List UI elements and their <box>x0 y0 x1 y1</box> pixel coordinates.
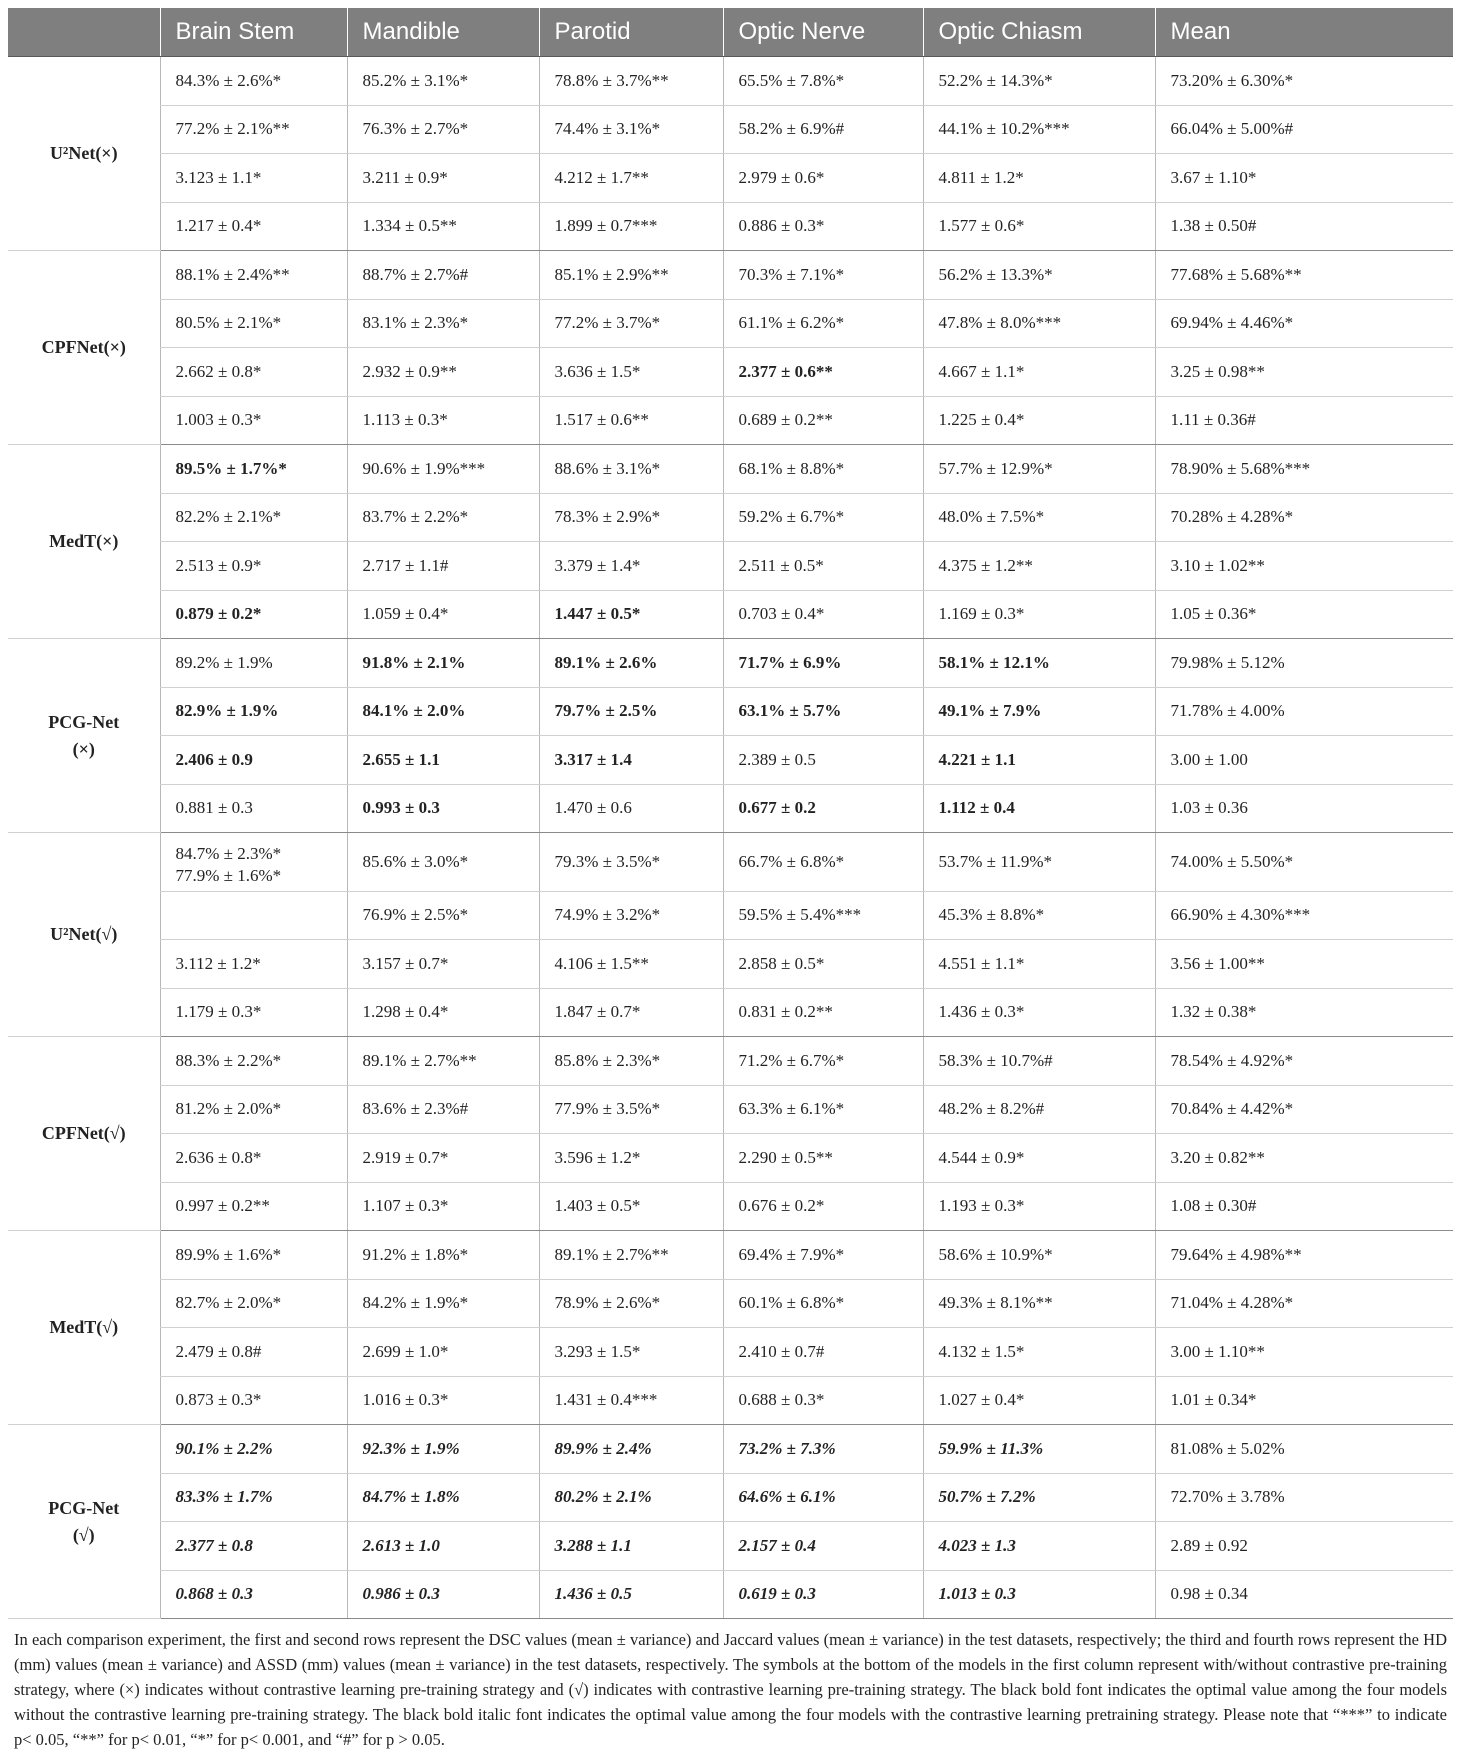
table-cell: 1.05 ± 0.36* <box>1155 590 1453 639</box>
table-cell: 82.2% ± 2.1%* <box>160 493 347 542</box>
table-cell: 89.5% ± 1.7%* <box>160 445 347 494</box>
table-cell: 4.811 ± 1.2* <box>923 154 1155 203</box>
table-cell: 1.334 ± 0.5** <box>347 202 539 251</box>
table-cell: 65.5% ± 7.8%* <box>723 57 923 106</box>
table-cell: 56.2% ± 13.3%* <box>923 251 1155 300</box>
table-cell: 4.221 ± 1.1 <box>923 736 1155 785</box>
table-cell: 70.28% ± 4.28%* <box>1155 493 1453 542</box>
table-cell: 88.7% ± 2.7%# <box>347 251 539 300</box>
table-cell: 3.157 ± 0.7* <box>347 940 539 989</box>
table-cell: 80.2% ± 2.1% <box>539 1473 723 1522</box>
table-cell: 4.106 ± 1.5** <box>539 940 723 989</box>
table-cell: 1.431 ± 0.4*** <box>539 1376 723 1425</box>
table-cell: 78.54% ± 4.92%* <box>1155 1037 1453 1086</box>
table-cell: 53.7% ± 11.9%* <box>923 833 1155 892</box>
table-cell: 3.67 ± 1.10* <box>1155 154 1453 203</box>
model-name-cell: CPFNet(×) <box>8 251 160 445</box>
table-cell: 71.78% ± 4.00% <box>1155 687 1453 736</box>
table-cell: 73.20% ± 6.30%* <box>1155 57 1453 106</box>
table-cell: 58.1% ± 12.1% <box>923 639 1155 688</box>
header-cell-model <box>8 8 160 57</box>
table-cell: 3.123 ± 1.1* <box>160 154 347 203</box>
table-cell: 50.7% ± 7.2% <box>923 1473 1155 1522</box>
table-row <box>8 251 1453 300</box>
table-row <box>8 639 1453 688</box>
table-cell: 1.107 ± 0.3* <box>347 1182 539 1231</box>
table-cell: 3.379 ± 1.4* <box>539 542 723 591</box>
table-cell: 0.879 ± 0.2* <box>160 590 347 639</box>
table-cell: 90.1% ± 2.2% <box>160 1425 347 1474</box>
table-cell: 3.636 ± 1.5* <box>539 348 723 397</box>
table-cell: 3.596 ± 1.2* <box>539 1134 723 1183</box>
table-cell: 81.2% ± 2.0%* <box>160 1085 347 1134</box>
table-cell: 89.1% ± 2.7%** <box>539 1231 723 1280</box>
table-cell: 2.157 ± 0.4 <box>723 1522 923 1571</box>
table-row <box>8 1182 1453 1231</box>
table-cell: 70.84% ± 4.42%* <box>1155 1085 1453 1134</box>
table-cell: 47.8% ± 8.0%*** <box>923 299 1155 348</box>
table-cell: 83.3% ± 1.7% <box>160 1473 347 1522</box>
table-row <box>8 299 1453 348</box>
table-cell: 84.1% ± 2.0% <box>347 687 539 736</box>
table-cell: 2.919 ± 0.7* <box>347 1134 539 1183</box>
table-cell: 1.027 ± 0.4* <box>923 1376 1155 1425</box>
model-name-cell: PCG-Net (√) <box>8 1425 160 1619</box>
table-row <box>8 1231 1453 1280</box>
table-cell: 59.9% ± 11.3% <box>923 1425 1155 1474</box>
table-cell: 58.2% ± 6.9%# <box>723 105 923 154</box>
table-cell: 2.662 ± 0.8* <box>160 348 347 397</box>
table-cell: 2.406 ± 0.9 <box>160 736 347 785</box>
table-cell: 84.3% ± 2.6%* <box>160 57 347 106</box>
table-cell: 4.023 ± 1.3 <box>923 1522 1155 1571</box>
table-cell: 89.9% ± 1.6%* <box>160 1231 347 1280</box>
table-row <box>8 940 1453 989</box>
table-cell: 3.10 ± 1.02** <box>1155 542 1453 591</box>
header-cell-optic-chiasm: Optic Chiasm <box>923 8 1155 57</box>
table-cell: 1.470 ± 0.6 <box>539 784 723 833</box>
table-cell: 78.90% ± 5.68%*** <box>1155 445 1453 494</box>
table-cell: 66.90% ± 4.30%*** <box>1155 891 1453 940</box>
table-cell: 0.676 ± 0.2* <box>723 1182 923 1231</box>
table-cell: 77.68% ± 5.68%** <box>1155 251 1453 300</box>
table-cell: 2.389 ± 0.5 <box>723 736 923 785</box>
table-cell: 2.511 ± 0.5* <box>723 542 923 591</box>
table-cell: 1.847 ± 0.7* <box>539 988 723 1037</box>
table-cell: 49.1% ± 7.9% <box>923 687 1155 736</box>
table-row <box>8 1328 1453 1377</box>
table-cell: 1.11 ± 0.36# <box>1155 396 1453 445</box>
results-table-container <box>8 8 1453 1752</box>
table-cell: 1.899 ± 0.7*** <box>539 202 723 251</box>
table-cell: 1.436 ± 0.5 <box>539 1570 723 1619</box>
table-cell: 2.636 ± 0.8* <box>160 1134 347 1183</box>
table-row <box>8 1570 1453 1619</box>
table-cell: 1.298 ± 0.4* <box>347 988 539 1037</box>
table-cell: 59.2% ± 6.7%* <box>723 493 923 542</box>
table-cell: 1.517 ± 0.6** <box>539 396 723 445</box>
table-row <box>8 1473 1453 1522</box>
table-cell: 74.4% ± 3.1%* <box>539 105 723 154</box>
table-cell: 70.3% ± 7.1%* <box>723 251 923 300</box>
table-cell: 4.544 ± 0.9* <box>923 1134 1155 1183</box>
table-row <box>8 57 1453 106</box>
table-cell: 66.04% ± 5.00%# <box>1155 105 1453 154</box>
table-cell: 91.8% ± 2.1% <box>347 639 539 688</box>
table-cell: 0.677 ± 0.2 <box>723 784 923 833</box>
table-row <box>8 1085 1453 1134</box>
table-row <box>8 105 1453 154</box>
table-cell: 73.2% ± 7.3% <box>723 1425 923 1474</box>
table-cell: 1.112 ± 0.4 <box>923 784 1155 833</box>
table-cell: 82.7% ± 2.0%* <box>160 1279 347 1328</box>
table-row <box>8 833 1453 892</box>
table-cell: 85.1% ± 2.9%** <box>539 251 723 300</box>
table-cell: 2.377 ± 0.6** <box>723 348 923 397</box>
model-name-cell: PCG-Net (×) <box>8 639 160 833</box>
table-cell: 92.3% ± 1.9% <box>347 1425 539 1474</box>
table-cell: 3.317 ± 1.4 <box>539 736 723 785</box>
table-cell: 58.6% ± 10.9%* <box>923 1231 1155 1280</box>
table-cell: 0.703 ± 0.4* <box>723 590 923 639</box>
table-row <box>8 1279 1453 1328</box>
table-cell: 72.70% ± 3.78% <box>1155 1473 1453 1522</box>
model-name-cell: MedT(×) <box>8 445 160 639</box>
table-cell: 1.38 ± 0.50# <box>1155 202 1453 251</box>
table-row <box>8 445 1453 494</box>
table-cell: 2.858 ± 0.5* <box>723 940 923 989</box>
table-cell: 68.1% ± 8.8%* <box>723 445 923 494</box>
table-cell: 2.479 ± 0.8# <box>160 1328 347 1377</box>
table-cell: 1.013 ± 0.3 <box>923 1570 1155 1619</box>
table-cell: 83.7% ± 2.2%* <box>347 493 539 542</box>
table-cell: 1.447 ± 0.5* <box>539 590 723 639</box>
table-cell: 64.6% ± 6.1% <box>723 1473 923 1522</box>
table-row <box>8 1522 1453 1571</box>
table-cell: 49.3% ± 8.1%** <box>923 1279 1155 1328</box>
header-row <box>8 8 1453 57</box>
table-cell: 3.288 ± 1.1 <box>539 1522 723 1571</box>
table-cell: 1.03 ± 0.36 <box>1155 784 1453 833</box>
table-cell: 0.993 ± 0.3 <box>347 784 539 833</box>
table-cell: 1.179 ± 0.3* <box>160 988 347 1037</box>
table-cell: 82.9% ± 1.9% <box>160 687 347 736</box>
table-cell: 83.1% ± 2.3%* <box>347 299 539 348</box>
table-cell: 0.868 ± 0.3 <box>160 1570 347 1619</box>
table-cell: 69.94% ± 4.46%* <box>1155 299 1453 348</box>
table-cell: 79.7% ± 2.5% <box>539 687 723 736</box>
table-cell: 61.1% ± 6.2%* <box>723 299 923 348</box>
table-cell: 4.667 ± 1.1* <box>923 348 1155 397</box>
table-cell: 1.059 ± 0.4* <box>347 590 539 639</box>
results-table <box>8 8 1453 1619</box>
table-cell: 1.113 ± 0.3* <box>347 396 539 445</box>
header-cell-optic-nerve: Optic Nerve <box>723 8 923 57</box>
table-cell: 69.4% ± 7.9%* <box>723 1231 923 1280</box>
header-cell-brain-stem: Brain Stem <box>160 8 347 57</box>
table-cell: 74.00% ± 5.50%* <box>1155 833 1453 892</box>
table-row <box>8 1037 1453 1086</box>
table-cell: 85.8% ± 2.3%* <box>539 1037 723 1086</box>
table-cell: 2.655 ± 1.1 <box>347 736 539 785</box>
table-row <box>8 1376 1453 1425</box>
table-cell: 89.1% ± 2.6% <box>539 639 723 688</box>
table-row <box>8 1134 1453 1183</box>
table-cell: 58.3% ± 10.7%# <box>923 1037 1155 1086</box>
table-cell: 3.25 ± 0.98** <box>1155 348 1453 397</box>
table-cell: 2.513 ± 0.9* <box>160 542 347 591</box>
table-cell: 3.293 ± 1.5* <box>539 1328 723 1377</box>
table-cell: 89.1% ± 2.7%** <box>347 1037 539 1086</box>
table-row <box>8 396 1453 445</box>
table-cell: 3.00 ± 1.00 <box>1155 736 1453 785</box>
table-cell: 59.5% ± 5.4%*** <box>723 891 923 940</box>
table-cell: 0.986 ± 0.3 <box>347 1570 539 1619</box>
table-row <box>8 542 1453 591</box>
table-cell: 2.89 ± 0.92 <box>1155 1522 1453 1571</box>
table-cell: 88.3% ± 2.2%* <box>160 1037 347 1086</box>
table-cell: 63.3% ± 6.1%* <box>723 1085 923 1134</box>
table-cell: 52.2% ± 14.3%* <box>923 57 1155 106</box>
table-cell: 2.699 ± 1.0* <box>347 1328 539 1377</box>
header-cell-mean: Mean <box>1155 8 1453 57</box>
table-cell: 79.3% ± 3.5%* <box>539 833 723 892</box>
table-cell: 1.217 ± 0.4* <box>160 202 347 251</box>
table-cell: 4.375 ± 1.2** <box>923 542 1155 591</box>
table-cell: 1.169 ± 0.3* <box>923 590 1155 639</box>
table-cell: 80.5% ± 2.1%* <box>160 299 347 348</box>
table-cell <box>160 891 347 940</box>
table-cell: 66.7% ± 6.8%* <box>723 833 923 892</box>
table-cell: 2.613 ± 1.0 <box>347 1522 539 1571</box>
table-footnote: In each comparison experiment, the first and second rows represent the DSC values (mean ± variance) and Jaccard values (mean ± variance) in the test datasets, respectively; the third and fourth rows represent the HD (mm) values (mean ± variance) and ASSD (mm) values (mean ± variance) in the test datasets, respectively. The symbols at the bottom of the models in the first column represent with/without contrastive pre-training strategy, where (×) indicates without contrastive learning pre-training strategy and (√) indicates with contrastive learning pre-training strategy. The black bold font indicates the optimal value among the four models without the contrastive learning pre-training strategy. The black bold italic font indicates the optimal value among the four models with the contrastive learning pretraining strategy. Please note that “***” to indicate p< 0.05, “**” for p< 0.01, “*” for p< 0.001, and “#” for p > 0.05. <box>14 1630 1447 1749</box>
table-cell: 81.08% ± 5.02% <box>1155 1425 1453 1474</box>
table-cell: 3.56 ± 1.00** <box>1155 940 1453 989</box>
table-cell: 2.979 ± 0.6* <box>723 154 923 203</box>
table-cell: 0.881 ± 0.3 <box>160 784 347 833</box>
table-cell: 89.2% ± 1.9% <box>160 639 347 688</box>
model-name-cell: CPFNet(√) <box>8 1037 160 1231</box>
table-row <box>8 1425 1453 1474</box>
model-name-cell: U²Net(×) <box>8 57 160 251</box>
table-cell: 89.9% ± 2.4% <box>539 1425 723 1474</box>
table-cell: 84.7% ± 1.8% <box>347 1473 539 1522</box>
table-cell: 79.98% ± 5.12% <box>1155 639 1453 688</box>
table-cell: 4.212 ± 1.7** <box>539 154 723 203</box>
table-cell: 88.1% ± 2.4%** <box>160 251 347 300</box>
table-cell: 2.932 ± 0.9** <box>347 348 539 397</box>
header-cell-mandible: Mandible <box>347 8 539 57</box>
table-cell: 79.64% ± 4.98%** <box>1155 1231 1453 1280</box>
table-row <box>8 988 1453 1037</box>
table-cell: 84.2% ± 1.9%* <box>347 1279 539 1328</box>
table-cell: 1.436 ± 0.3* <box>923 988 1155 1037</box>
table-cell: 0.619 ± 0.3 <box>723 1570 923 1619</box>
table-cell: 74.9% ± 3.2%* <box>539 891 723 940</box>
table-cell: 0.831 ± 0.2** <box>723 988 923 1037</box>
table-cell: 0.873 ± 0.3* <box>160 1376 347 1425</box>
table-cell: 88.6% ± 3.1%* <box>539 445 723 494</box>
table-cell: 1.577 ± 0.6* <box>923 202 1155 251</box>
table-cell: 45.3% ± 8.8%* <box>923 891 1155 940</box>
table-cell: 1.003 ± 0.3* <box>160 396 347 445</box>
table-cell: 78.9% ± 2.6%* <box>539 1279 723 1328</box>
table-cell: 90.6% ± 1.9%*** <box>347 445 539 494</box>
table-row <box>8 348 1453 397</box>
table-cell: 1.403 ± 0.5* <box>539 1182 723 1231</box>
table-cell: 78.8% ± 3.7%** <box>539 57 723 106</box>
header-cell-parotid: Parotid <box>539 8 723 57</box>
table-cell: 83.6% ± 2.3%# <box>347 1085 539 1134</box>
table-cell: 2.290 ± 0.5** <box>723 1134 923 1183</box>
table-cell: 0.98 ± 0.34 <box>1155 1570 1453 1619</box>
table-cell: 60.1% ± 6.8%* <box>723 1279 923 1328</box>
table-cell: 48.2% ± 8.2%# <box>923 1085 1155 1134</box>
table-cell: 77.2% ± 2.1%** <box>160 105 347 154</box>
table-cell: 3.112 ± 1.2* <box>160 940 347 989</box>
table-cell: 3.20 ± 0.82** <box>1155 1134 1453 1183</box>
table-cell: 91.2% ± 1.8%* <box>347 1231 539 1280</box>
table-cell: 44.1% ± 10.2%*** <box>923 105 1155 154</box>
table-row <box>8 687 1453 736</box>
table-cell: 76.9% ± 2.5%* <box>347 891 539 940</box>
table-cell: 3.211 ± 0.9* <box>347 154 539 203</box>
table-row <box>8 736 1453 785</box>
table-cell: 85.2% ± 3.1%* <box>347 57 539 106</box>
table-cell: 4.551 ± 1.1* <box>923 940 1155 989</box>
table-cell: 1.08 ± 0.30# <box>1155 1182 1453 1231</box>
table-cell: 85.6% ± 3.0%* <box>347 833 539 892</box>
model-name-cell: U²Net(√) <box>8 833 160 1037</box>
table-cell: 3.00 ± 1.10** <box>1155 1328 1453 1377</box>
table-cell: 48.0% ± 7.5%* <box>923 493 1155 542</box>
table-row <box>8 590 1453 639</box>
table-row <box>8 784 1453 833</box>
table-row <box>8 493 1453 542</box>
table-cell: 84.7% ± 2.3%* 77.9% ± 1.6%* <box>160 833 347 892</box>
table-cell: 0.886 ± 0.3* <box>723 202 923 251</box>
table-cell: 71.04% ± 4.28%* <box>1155 1279 1453 1328</box>
table-body <box>8 57 1453 1619</box>
table-cell: 0.997 ± 0.2** <box>160 1182 347 1231</box>
table-cell: 63.1% ± 5.7% <box>723 687 923 736</box>
model-name-cell: MedT(√) <box>8 1231 160 1425</box>
table-cell: 77.2% ± 3.7%* <box>539 299 723 348</box>
table-row <box>8 891 1453 940</box>
table-cell: 0.689 ± 0.2** <box>723 396 923 445</box>
table-cell: 1.225 ± 0.4* <box>923 396 1155 445</box>
table-cell: 1.01 ± 0.34* <box>1155 1376 1453 1425</box>
table-cell: 2.410 ± 0.7# <box>723 1328 923 1377</box>
table-cell: 57.7% ± 12.9%* <box>923 445 1155 494</box>
table-cell: 1.016 ± 0.3* <box>347 1376 539 1425</box>
table-cell: 2.717 ± 1.1# <box>347 542 539 591</box>
table-row <box>8 202 1453 251</box>
table-row <box>8 154 1453 203</box>
table-cell: 71.7% ± 6.9% <box>723 639 923 688</box>
table-cell: 2.377 ± 0.8 <box>160 1522 347 1571</box>
table-cell: 77.9% ± 3.5%* <box>539 1085 723 1134</box>
table-cell: 1.32 ± 0.38* <box>1155 988 1453 1037</box>
table-cell: 78.3% ± 2.9%* <box>539 493 723 542</box>
table-cell: 76.3% ± 2.7%* <box>347 105 539 154</box>
table-cell: 71.2% ± 6.7%* <box>723 1037 923 1086</box>
table-cell: 4.132 ± 1.5* <box>923 1328 1155 1377</box>
table-cell: 0.688 ± 0.3* <box>723 1376 923 1425</box>
table-cell: 1.193 ± 0.3* <box>923 1182 1155 1231</box>
